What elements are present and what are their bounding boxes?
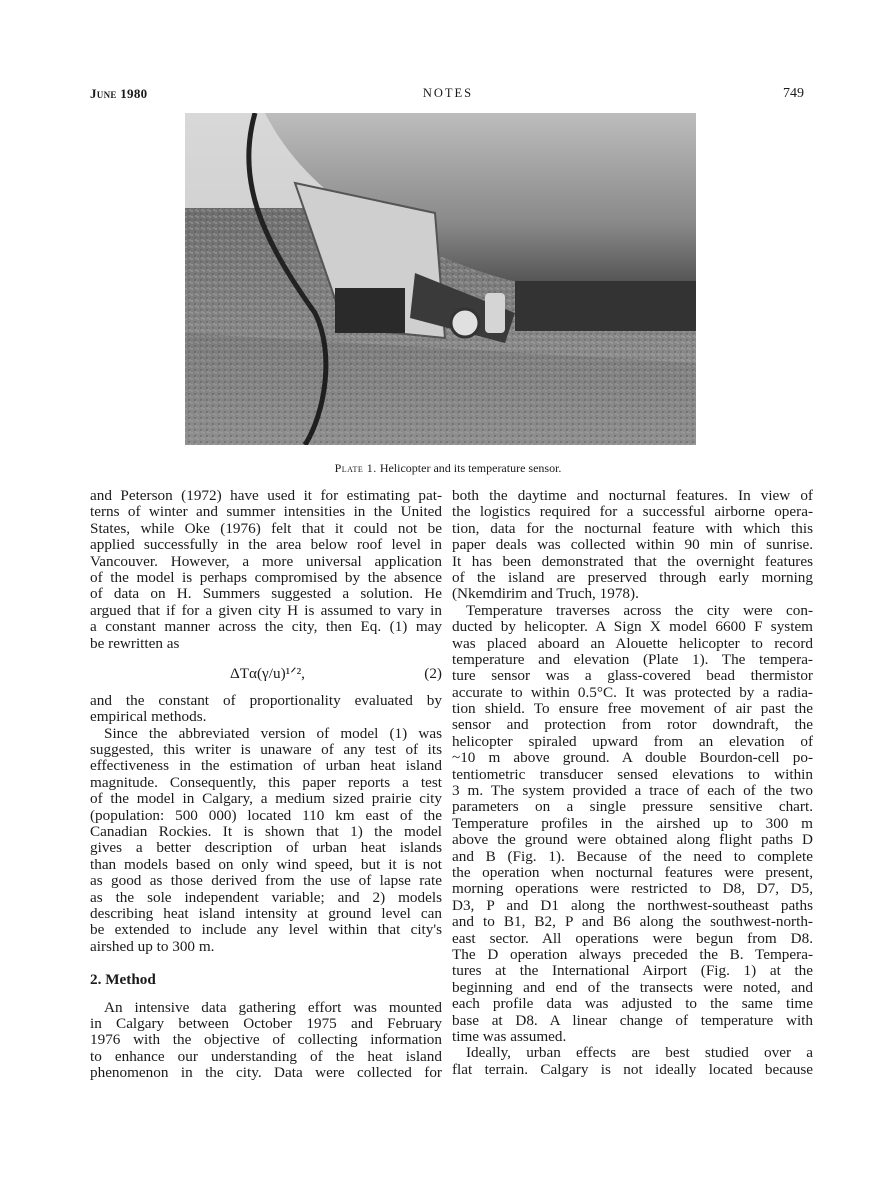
paragraph bbox=[452, 1045, 813, 1078]
text-line: terns of winter and summer intensities in the United bbox=[90, 503, 442, 521]
text-line: gives a better description of urban heat islands bbox=[90, 839, 442, 857]
text-line: D3, P and D1 along the northwest-southeast paths bbox=[452, 896, 813, 914]
text-line: Temperature traverses across the city were con- bbox=[466, 601, 813, 619]
text-line: describing heat island intensity at ground level can bbox=[90, 904, 442, 922]
text-line: ture sensor was a glass-covered bead thermistor bbox=[452, 667, 813, 685]
text-line: Canadian Rockies. It is shown that 1) the model bbox=[90, 823, 442, 841]
text-line: tion, data for the nocturnal feature with which this bbox=[452, 519, 813, 537]
text-line: morning operations were restricted to D8, D7, D5, bbox=[452, 880, 813, 898]
text-line: An intensive data gathering effort was mounted bbox=[104, 998, 442, 1016]
text-line: and the constant of proportionality evaluated by bbox=[90, 691, 442, 709]
paragraph bbox=[90, 488, 442, 652]
text-line: be rewritten as bbox=[90, 634, 180, 652]
text-line: helicopter spiraled upward from an elevation of bbox=[452, 732, 813, 750]
text-line: was placed aboard an Alouette helicopter to record bbox=[452, 634, 813, 652]
paragraph bbox=[452, 603, 813, 1046]
text-line: of the model is perhaps compromised by the absence bbox=[90, 568, 442, 586]
text-line: a constant manner across the city, then Eq. (1) may bbox=[90, 618, 442, 636]
text-line: It has been demonstrated that the overnight features bbox=[452, 552, 813, 570]
text-line: tentiometric transducer sensed elevations to within bbox=[452, 765, 813, 783]
text-line: 1976 with the objective of collecting information bbox=[90, 1031, 442, 1049]
text-line: base at D8. A linear change of temperature with bbox=[452, 1011, 813, 1029]
text-line: the operation when nocturnal features were present, bbox=[452, 863, 813, 881]
text-line: and B (Fig. 1). Because of the need to complete bbox=[452, 847, 813, 865]
paragraph bbox=[90, 1000, 442, 1082]
paragraph bbox=[90, 726, 442, 955]
text-line: parameters on a single pressure sensitive chart. bbox=[452, 798, 813, 816]
text-line: Since the abbreviated version of model (1) was bbox=[104, 724, 442, 742]
plate-caption bbox=[0, 461, 896, 476]
helicopter-sensor-photo bbox=[185, 113, 696, 445]
paragraph bbox=[452, 488, 813, 603]
text-line: sensor and protection from rotor downdraft, the bbox=[452, 716, 813, 734]
text-line: as good as those derived from the use of lapse rate bbox=[90, 872, 442, 890]
text-line: paper deals was collected within 90 min of sunrise. bbox=[452, 536, 813, 554]
text-line: beginning and end of the transects were noted, and bbox=[452, 978, 813, 996]
page-number: 749 bbox=[783, 86, 804, 101]
text-line: ducted by helicopter. A Sign X model 6600 F system bbox=[452, 618, 813, 636]
equation-expression: ΔTα(γ/u)¹ᐟ², bbox=[230, 664, 305, 682]
text-line: of data on H. Summers suggested a solution. He bbox=[90, 585, 442, 603]
text-line: of the island are preserved through early morning bbox=[452, 568, 813, 586]
text-line: phenomenon in the city. Data were collected for bbox=[90, 1064, 442, 1082]
text-line: Vancouver. However, a more universal application bbox=[90, 552, 442, 570]
text-line: and to B1, B2, P and B6 along the southwest-north- bbox=[452, 913, 813, 931]
text-line: empirical methods. bbox=[90, 708, 207, 726]
text-line: as the sole independent variable; and 2) models bbox=[90, 888, 442, 906]
text-line: tures at the International Airport (Fig. 1) at the bbox=[452, 962, 813, 980]
left-column bbox=[90, 488, 442, 1082]
right-column bbox=[452, 488, 813, 1078]
text-line: each profile data was adjusted to the same time bbox=[452, 995, 813, 1013]
text-line: in Calgary between October 1975 and February bbox=[90, 1014, 442, 1032]
text-line: temperature and elevation (Plate 1). The tempera- bbox=[452, 650, 813, 668]
plate-caption-text: Helicopter and its temperature sensor. bbox=[376, 461, 562, 475]
text-line: The D operation always preceded the B. Tempera- bbox=[452, 945, 813, 963]
text-line: east sector. All operations were begun from D8. bbox=[452, 929, 813, 947]
text-line: the logistics required for a successful airborne opera- bbox=[452, 503, 813, 521]
text-line: effectiveness in the estimation of urban heat island bbox=[90, 757, 442, 775]
text-line: suggested, this writer is unaware of any test of its bbox=[90, 741, 442, 759]
text-line: magnitude. Consequently, this paper reports a test bbox=[90, 773, 442, 791]
text-line: tion shield. To ensure free movement of air past the bbox=[452, 700, 813, 718]
text-line: flat terrain. Calgary is not ideally located because bbox=[452, 1060, 813, 1078]
text-line: Ideally, urban effects are best studied over a bbox=[466, 1044, 813, 1062]
paragraph bbox=[90, 693, 442, 726]
text-line: time was assumed. bbox=[452, 1027, 567, 1045]
text-line: ~10 m above ground. A double Bourdon-cell po- bbox=[452, 749, 813, 767]
text-line: than models based on only wind speed, but it is not bbox=[90, 855, 442, 873]
text-line: States, while Oke (1976) felt that it could not be bbox=[90, 519, 442, 537]
running-header-date: June 1980 bbox=[90, 86, 148, 101]
text-line: Temperature profiles in the airshed up to 300 m bbox=[452, 814, 813, 832]
text-line: both the daytime and nocturnal features. In view of bbox=[452, 487, 813, 504]
text-line: of the model in Calgary, a medium sized prairie city bbox=[90, 790, 442, 808]
equation-number: (2) bbox=[424, 664, 442, 682]
running-header-title: NOTES bbox=[422, 86, 474, 100]
text-line: (Nkemdirim and Truch, 1978). bbox=[452, 585, 639, 603]
text-line: (population: 500 000) located 110 km east of the bbox=[90, 806, 442, 824]
plate-label: Plate 1. bbox=[334, 461, 377, 475]
text-line: above the ground were obtained along flight paths D bbox=[452, 831, 813, 849]
text-line: to enhance our understanding of the heat island bbox=[90, 1047, 442, 1065]
text-line: argued that if for a given city H is assumed to vary in bbox=[90, 601, 442, 619]
text-line: 3 m. The system provided a trace of each of the two bbox=[452, 782, 813, 800]
section-heading: 2. Method bbox=[90, 971, 156, 989]
text-line: airshed up to 300 m. bbox=[90, 937, 215, 955]
text-line: and Peterson (1972) have used it for estimating pat- bbox=[90, 487, 442, 504]
text-line: applied successfully in the area below roof level in bbox=[90, 536, 442, 554]
text-line: be extended to include any level within that city's bbox=[90, 921, 442, 939]
text-line: accurate to within 0.5°C. It was protected by a radia- bbox=[452, 683, 813, 701]
equation-2 bbox=[90, 660, 442, 690]
